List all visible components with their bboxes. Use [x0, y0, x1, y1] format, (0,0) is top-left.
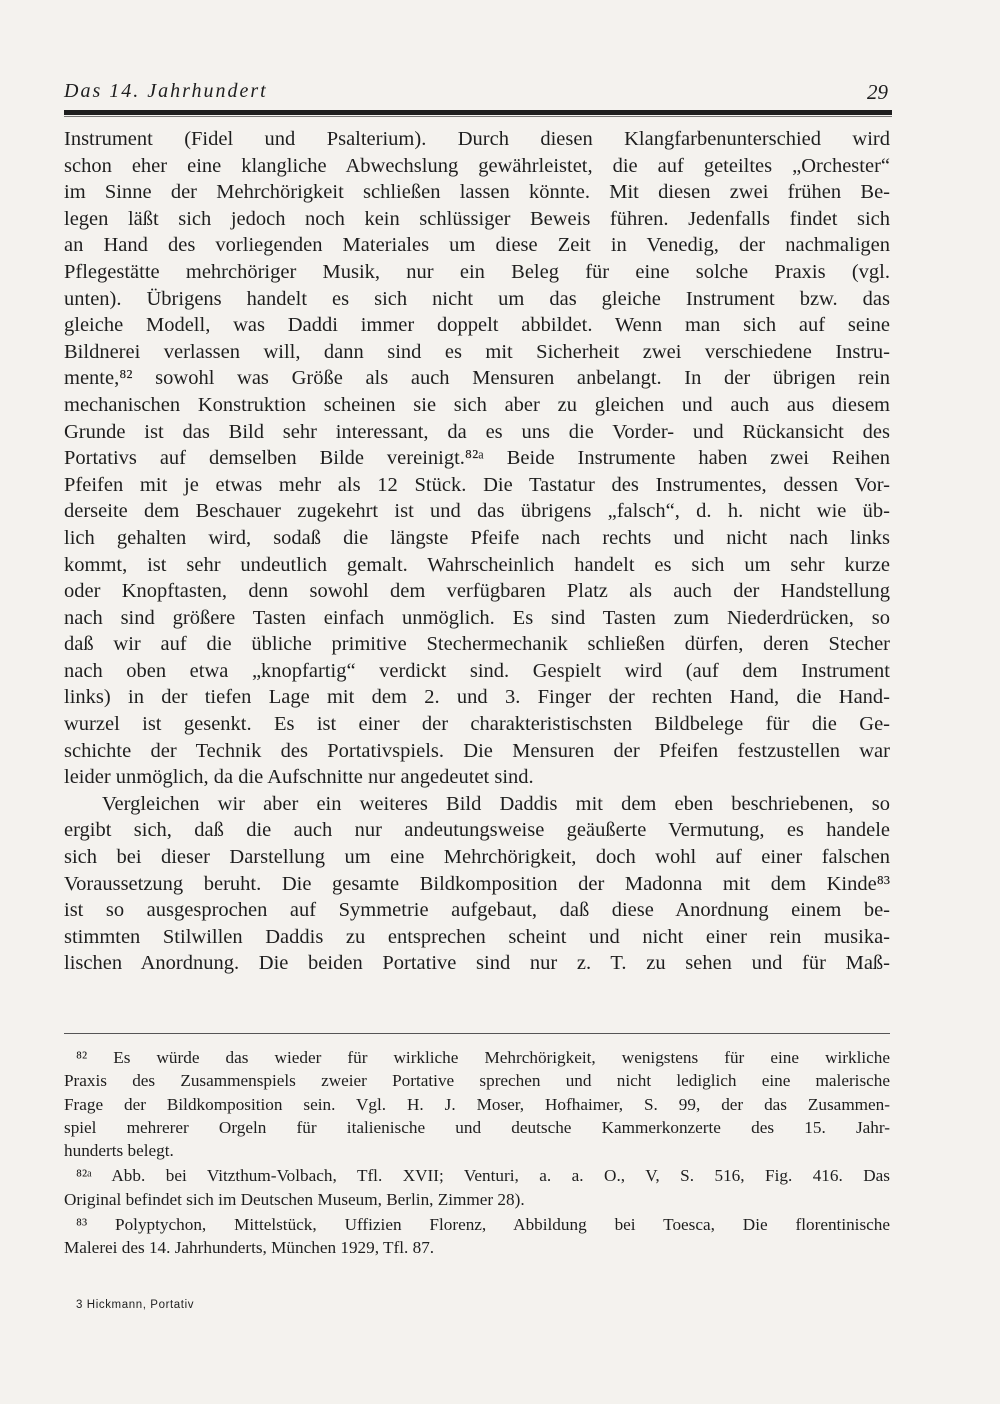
body-line: leider unmöglich, da die Aufschnitte nur angedeutet sind.	[64, 766, 534, 789]
body-line: schon eher eine klangliche Abwechslung gewährleistet, die auf geteiltes „Orchester“	[64, 154, 890, 177]
footnote-line: Malerei des 14. Jahrhunderts, München 1929, Tfl. 87.	[64, 1238, 435, 1258]
body-line: daß wir auf die übliche primitive Stechermechanik schließen dürfen, deren Stecher	[64, 633, 890, 656]
body-line: mente,⁸² sowohl was Größe als auch Mensuren anbelangt. In der übrigen rein	[64, 367, 890, 390]
body-line: unten). Übrigens handelt es sich nicht um das gleiche Instrument bzw. das	[64, 287, 890, 310]
body-line: lischen Anordnung. Die beiden Portative sind nur z. T. zu sehen und für Maß-	[64, 952, 890, 975]
body-line: derseite dem Beschauer zugekehrt ist und das übrigens „falsch“, d. h. nicht wie üb-	[64, 500, 890, 523]
body-line: stimmten Stilwillen Daddis zu entsprechen scheint und nicht einer rein musika-	[64, 925, 890, 948]
footnote-line: ⁸² Es würde das wieder für wirkliche Mehrchörigkeit, wenigstens für eine wirkliche	[76, 1048, 890, 1067]
footnote-line: Praxis des Zusammenspiels zweier Portative sprechen und nicht lediglich eine malerische	[64, 1071, 890, 1091]
body-line: legen läßt sich jedoch noch kein schlüssiger Beweis führen. Jedenfalls findet sich	[64, 207, 890, 230]
body-line: nach oben etwa „knopfartig“ verdickt sind. Gespielt wird (auf dem Instrument	[64, 659, 890, 682]
body-line: im Sinne der Mehrchörigkeit schließen lassen könnte. Mit diesen zwei frühen Be-	[64, 181, 890, 204]
body-line: ist so ausgesprochen auf Symmetrie aufgebaut, daß diese Anordnung einem be-	[64, 899, 890, 922]
body-line: kommt, ist sehr undeutlich gemalt. Wahrscheinlich handelt es sich um sehr kurze	[64, 553, 890, 576]
header-rule-thin	[64, 116, 892, 117]
body-line: an Hand des vorliegenden Materiales um diese Zeit in Venedig, der nachmaligen	[64, 234, 890, 257]
body-line: Voraussetzung beruht. Die gesamte Bildkomposition der Madonna mit dem Kinde⁸³	[64, 872, 890, 895]
body-line: nach sind größere Tasten einfach unmöglich. Es sind Tasten zum Niederdrücken, so	[64, 606, 890, 629]
body-line: sich bei dieser Darstellung um eine Mehrchörigkeit, doch wohl auf einer falschen	[64, 846, 890, 869]
printer-signature: 3 Hickmann, Portativ	[76, 1299, 195, 1311]
body-line: Grunde ist das Bild sehr interessant, da es uns die Vorder- und Rückansicht des	[64, 420, 890, 443]
body-line: Pflegestätte mehrchöriger Musik, nur ein Beleg für eine solche Praxis (vgl.	[64, 260, 890, 283]
footnote-line: hunderts belegt.	[64, 1141, 174, 1161]
body-line: lich gehalten wird, sodaß die längste Pfeife nach rechts und nicht nach links	[64, 526, 890, 549]
body-line: oder Knopftasten, denn sowohl dem verfügbaren Platz als auch der Handstellung	[64, 580, 890, 603]
body-line: wurzel ist gesenkt. Es ist einer der charakteristischsten Bildbelege für die Ge-	[64, 713, 890, 736]
running-header	[64, 80, 890, 106]
header-rule	[64, 110, 892, 115]
footnote-line: ⁸²ᵃ Abb. bei Vitzthum-Volbach, Tfl. XVII; Venturi, a. a. O., V, S. 516, Fig. 416. Das	[76, 1166, 890, 1186]
running-title: Das 14. Jahrhundert	[64, 80, 268, 102]
body-line: ergibt sich, daß die auch nur andeutungsweise geäußerte Vermutung, es handele	[64, 819, 890, 842]
footnote-line: spiel mehrerer Orgeln für italienische und deutsche Kammerkonzerte des 15. Jahr-	[64, 1117, 890, 1137]
footnote-line: Original befindet sich im Deutschen Museum, Berlin, Zimmer 28).	[64, 1189, 525, 1209]
footnote-line: Frage der Bildkomposition sein. Vgl. H. J. Moser, Hofhaimer, S. 99, der das Zusammen-	[64, 1094, 890, 1114]
page-number: 29	[867, 80, 888, 104]
footnotes	[64, 1046, 890, 1260]
body-line: Instrument (Fidel und Psalterium). Durch diesen Klangfarbenunterschied wird	[64, 128, 890, 150]
body-line: gleiche Modell, was Daddi immer doppelt abbildet. Wenn man sich auf seine	[64, 314, 890, 337]
body-line: links) in der tiefen Lage mit dem 2. und 3. Finger der rechten Hand, die Hand-	[64, 686, 890, 709]
footnote-rule	[64, 1033, 890, 1034]
body-line: Vergleichen wir aber ein weiteres Bild Daddis mit dem eben beschriebenen, so	[102, 792, 890, 815]
body-text	[64, 126, 890, 977]
footnote-line: ⁸³ Polyptychon, Mittelstück, Uffizien Florenz, Abbildung bei Toesca, Die florentinische	[76, 1215, 890, 1235]
body-line: Bildnerei verlassen will, dann sind es mit Sicherheit zwei verschiedene Instru-	[64, 340, 890, 363]
body-line: mechanischen Konstruktion scheinen sie sich aber zu gleichen und auch aus diesem	[64, 393, 890, 416]
body-line: Portativs auf demselben Bilde vereinigt.⁸²ᵃ Beide Instrumente haben zwei Reihen	[64, 447, 890, 470]
body-line: Pfeifen mit je etwas mehr als 12 Stück. Die Tastatur des Instrumentes, dessen Vor-	[64, 473, 890, 496]
body-line: schichte der Technik des Portativspiels. Die Mensuren der Pfeifen festzustellen war	[64, 739, 890, 762]
